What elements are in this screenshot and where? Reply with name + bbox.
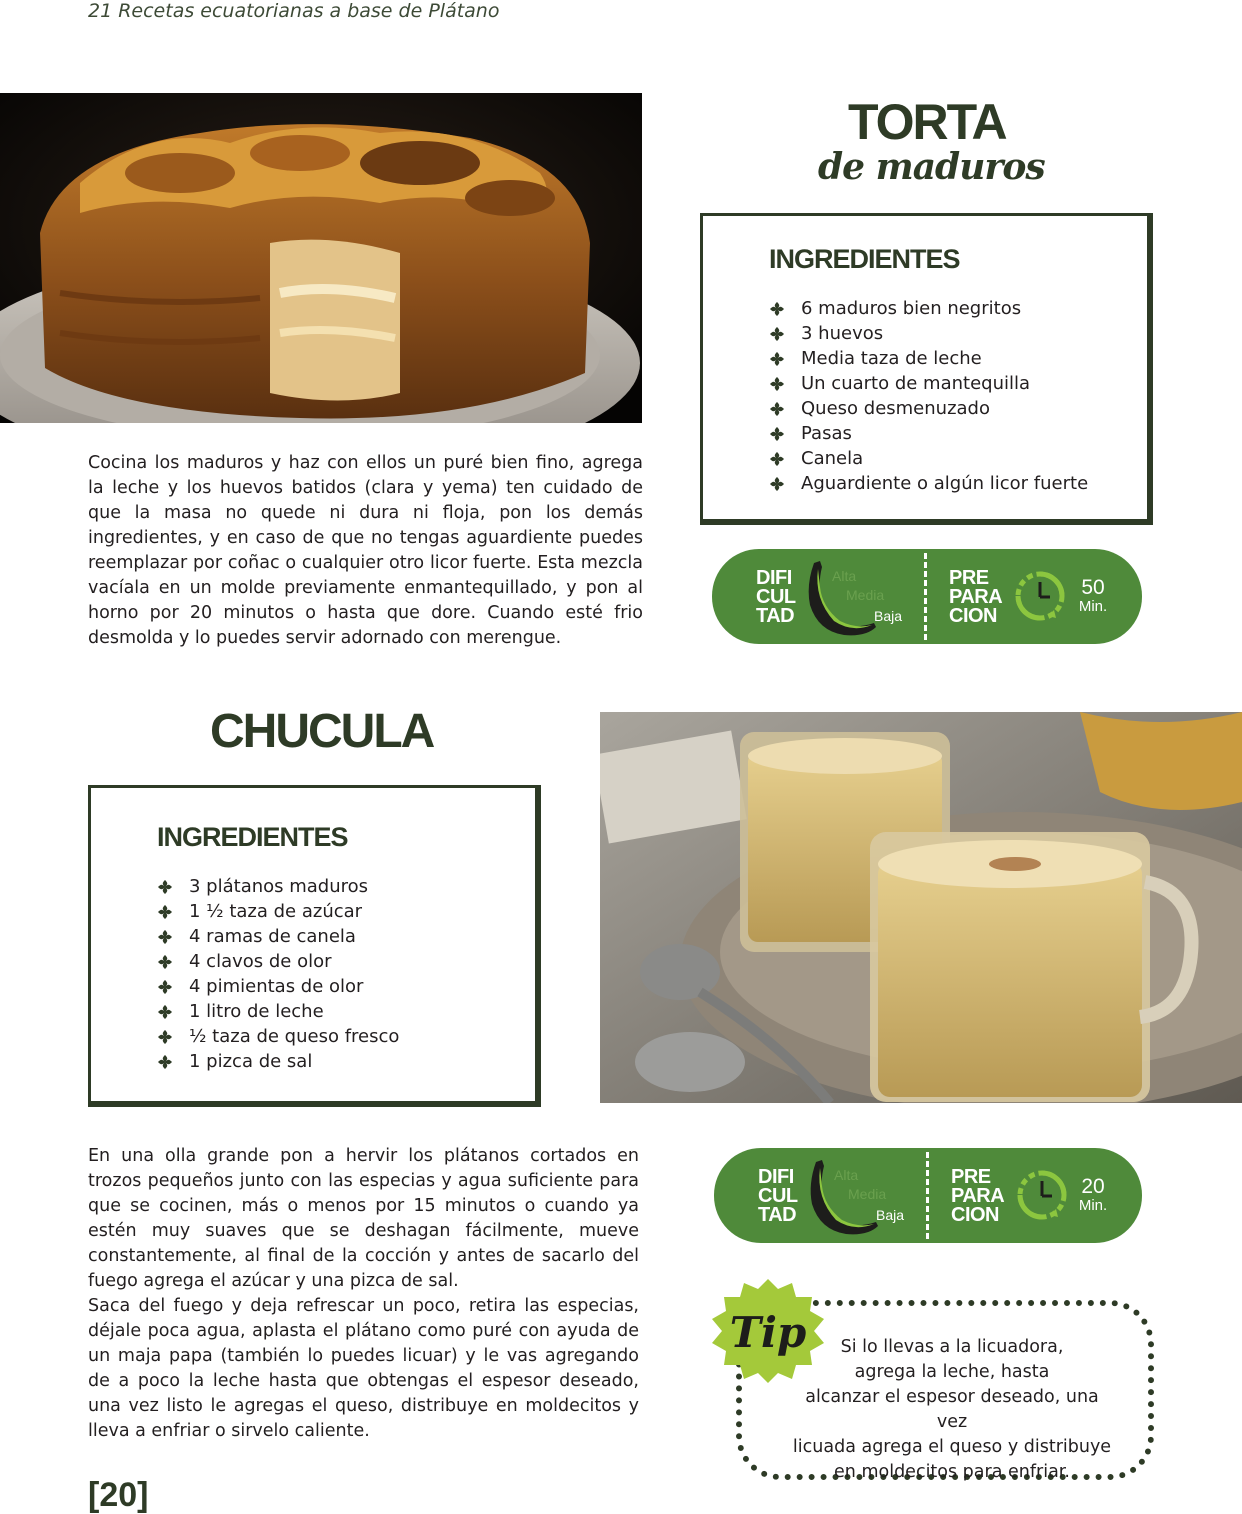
page-number: [20] (88, 1476, 149, 1514)
ingredient-item: 4 clavos de olor (157, 949, 399, 974)
ingredient-item: Un cuarto de mantequilla (769, 371, 1088, 396)
leaf-cross-icon (769, 426, 785, 442)
leaf-cross-icon (769, 301, 785, 317)
torta-ingredients-box (700, 213, 1153, 525)
leaf-cross-icon (769, 401, 785, 417)
torta-photo (0, 93, 642, 423)
ingredient-item: 1 pizca de sal (157, 1049, 399, 1074)
leaf-cross-icon (157, 1029, 173, 1045)
preparation-time: 50 Min. (1078, 576, 1108, 615)
clock-icon (1008, 564, 1072, 628)
leaf-cross-icon (769, 476, 785, 492)
preparation-label: PRE PARA CION (949, 567, 1003, 627)
chucula-ingredients-list (157, 874, 399, 1074)
clock-icon (1010, 1163, 1074, 1227)
ingredient-item: 3 plátanos maduros (157, 874, 399, 899)
preparation-label: PRE PARA CION (951, 1166, 1005, 1226)
ingredient-item: 1 ½ taza de azúcar (157, 899, 399, 924)
torta-info-pill (712, 549, 1142, 644)
leaf-cross-icon (769, 376, 785, 392)
difficulty-level-baja: Baja (876, 1207, 905, 1223)
leaf-cross-icon (157, 879, 173, 895)
leaf-cross-icon (769, 326, 785, 342)
leaf-cross-icon (769, 351, 785, 367)
torta-instructions: Cocina los maduros y haz con ellos un puré bien fino, agrega la leche y los huevos batidos (clara y yema) ten cuidado de que la masa no quede ni dura ni floja, pon los demás ingredientes, y en caso de que no tengas aguardiente puedes reemplazar por coñac o cualquier otro licor fuerte. Esta mezcla vacíala en un molde previamente enmantequillado, y pon al horno por 20 minutos o hasta que dore. Cuando esté frio desmolda y lo puedes servir adornado con merengue. (88, 453, 643, 648)
tip-badge-label: Tip (729, 1308, 807, 1357)
preparation-time: 20 Min. (1078, 1175, 1108, 1214)
ingredient-item: 4 pimientas de olor (157, 974, 399, 999)
torta-subtitle: de maduros (818, 146, 1045, 188)
ingredient-item: Pasas (769, 421, 1088, 446)
torta-title: TORTA (848, 94, 1006, 150)
running-title: 21 Recetas ecuatorianas a base de Plátano (88, 0, 500, 22)
difficulty-level-media: Media (846, 587, 885, 603)
leaf-cross-icon (157, 1054, 173, 1070)
leaf-cross-icon (769, 451, 785, 467)
chucula-ingredients-heading: INGREDIENTES (157, 822, 348, 852)
leaf-cross-icon (157, 979, 173, 995)
chucula-ingredients-box (88, 785, 541, 1107)
difficulty-level-alta: Alta (832, 568, 857, 584)
ingredient-item: ½ taza de queso fresco (157, 1024, 399, 1049)
ingredient-item: 1 litro de leche (157, 999, 399, 1024)
difficulty-label: DIFI CUL TAD (758, 1166, 798, 1226)
ingredient-item: 3 huevos (769, 321, 1088, 346)
leaf-cross-icon (157, 954, 173, 970)
chucula-instructions: En una olla grande pon a hervir los plátanos cortados en trozos pequeños junto con las especias y agua suficiente para que se cocinen, más o menos por 15 minutos o cuando ya estén muy suaves que se deshagan fácilmente, mueve constantemente, al final de la cocción y antes de sacarlo del fuego agrega el azúcar y una pizca de sal. Saca del fuego y deja refrescar un poco, retira las especias, déjale poca agua, aplasta el plátano como puré con ayuda de un maja papa (también lo puedes licuar) y le vas agregando de a poco la leche hasta que obtengas el espesor deseado, una vez listo le agregas el queso, distribuye en moldecitos y lleva a enfriar o sirvelo caliente. (88, 1146, 639, 1441)
chucula-title: CHUCULA (210, 705, 434, 758)
torta-ingredients-list (769, 296, 1088, 496)
leaf-cross-icon (157, 929, 173, 945)
leaf-cross-icon (157, 1004, 173, 1020)
ingredient-item: 6 maduros bien negritos (769, 296, 1088, 321)
ingredient-item: Aguardiente o algún licor fuerte (769, 471, 1088, 496)
chucula-photo (600, 712, 1242, 1103)
difficulty-label: DIFI CUL TAD (756, 567, 796, 627)
ingredient-item: Queso desmenuzado (769, 396, 1088, 421)
leaf-cross-icon (157, 904, 173, 920)
difficulty-level-baja: Baja (874, 608, 903, 624)
difficulty-level-alta: Alta (834, 1167, 859, 1183)
ingredient-item: 4 ramas de canela (157, 924, 399, 949)
tip-text: Si lo llevas a la licuadora, agrega la leche, hasta alcanzar el espesor deseado, una vez licuada agrega el queso y distribuye en moldecitos para enfriar. (792, 1337, 1112, 1482)
difficulty-level-media: Media (848, 1186, 887, 1202)
torta-ingredients-heading: INGREDIENTES (769, 244, 960, 274)
chucula-info-pill (714, 1148, 1142, 1243)
ingredient-item: Media taza de leche (769, 346, 1088, 371)
pill-divider (926, 1152, 929, 1239)
ingredient-item: Canela (769, 446, 1088, 471)
pill-divider (924, 553, 927, 640)
